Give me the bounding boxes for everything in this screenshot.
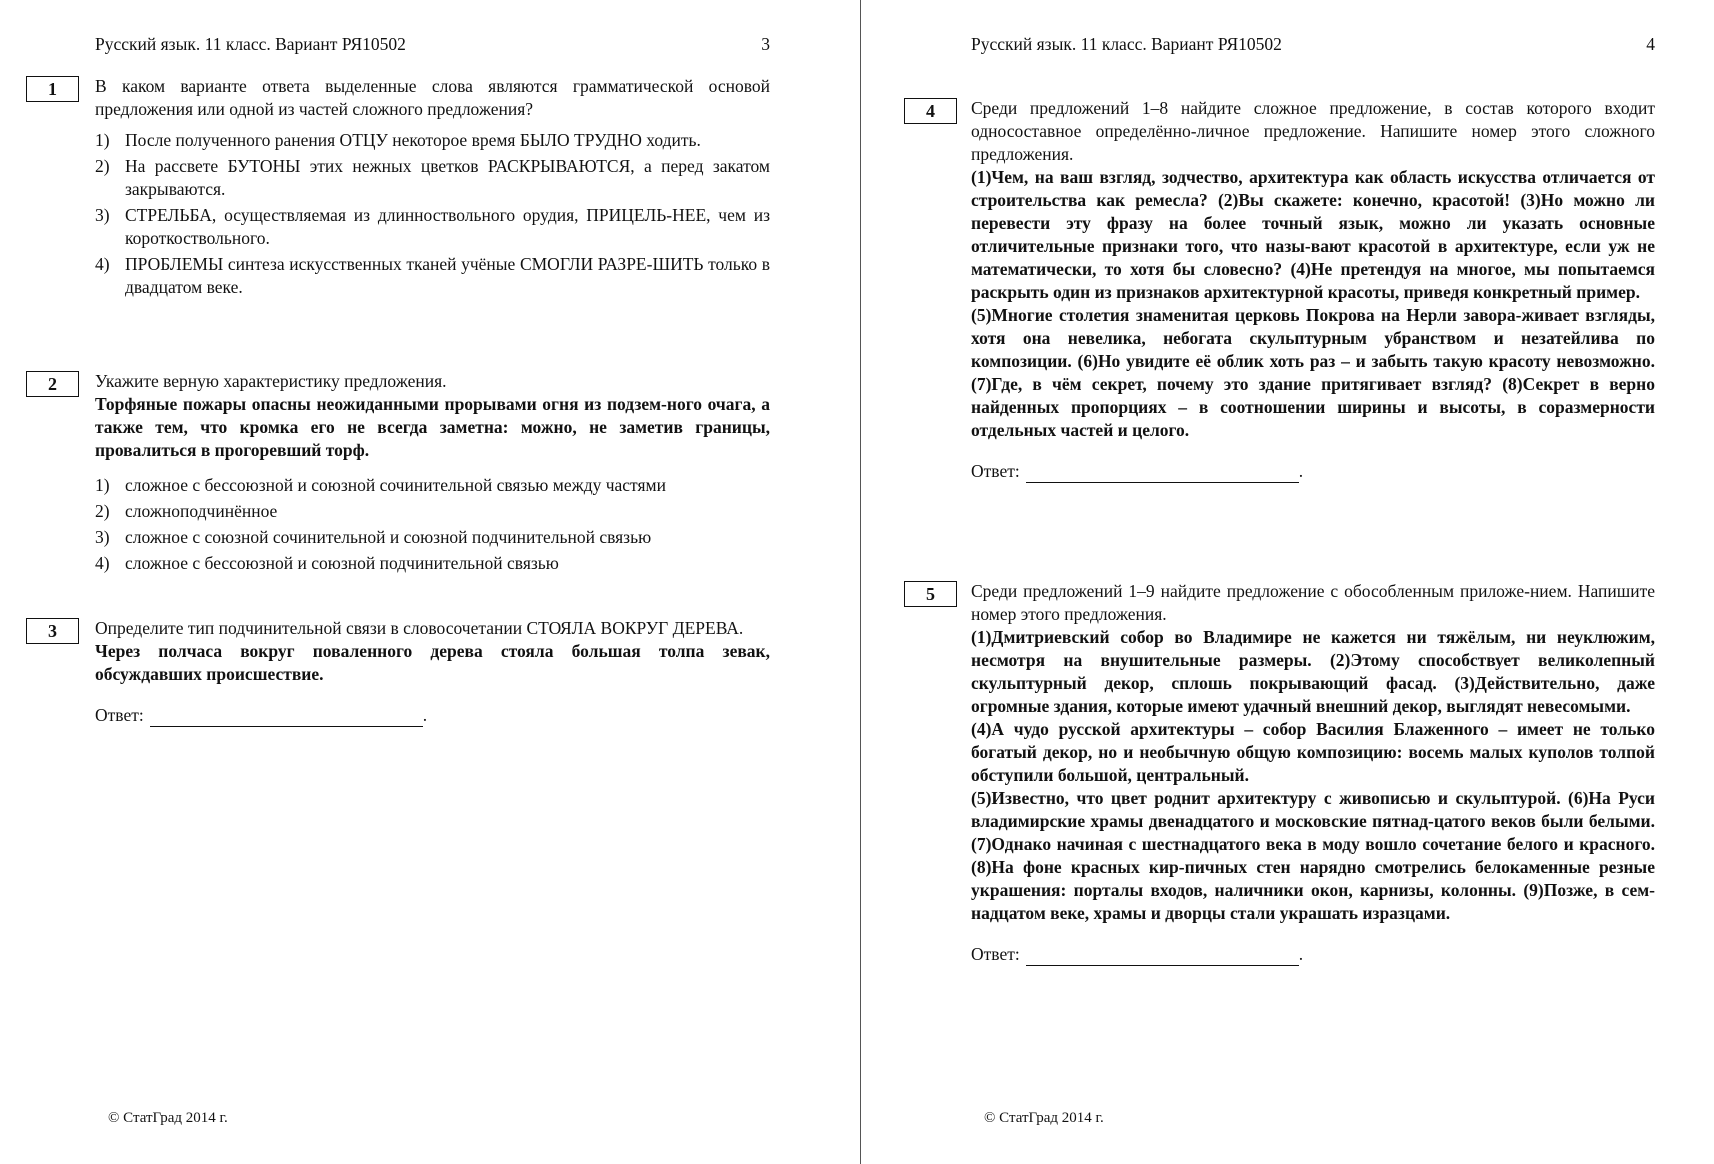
- right-page: [862, 0, 1714, 1164]
- option-text: сложноподчинённое: [125, 501, 278, 521]
- page-header: [95, 33, 770, 56]
- answer-line[interactable]: [150, 710, 423, 727]
- answer-end: .: [1298, 461, 1304, 481]
- task-number-box: 1: [26, 76, 79, 102]
- text-paragraph: (1)Чем, на ваш взгляд, зодчество, архитектура как область искусства отличается от строительства как ремесла? (2)Вы скажете: конечно, красотой! (3)Но можно ли перевести эту фразу на более точный язык, можно ли указать основные отличительные признаки того, что назы-вают красотой в архитектуре, если уж не математически, то хотя бы словесно? (4)Не претендуя на многое, мы попытаемся раскрыть один из признаков архитектурной красоты, приведя конкретный пример.: [971, 167, 1655, 302]
- option-number: 4): [95, 254, 110, 274]
- task-number-box: 5: [904, 581, 957, 607]
- task-question: Определите тип подчинительной связи в словосочетании СТОЯЛА ВОКРУГ ДЕРЕВА.: [95, 618, 744, 638]
- option-number: 3): [95, 527, 110, 547]
- task-1: [48, 75, 770, 302]
- options-list: [95, 129, 770, 299]
- answer-field[interactable]: [971, 460, 1655, 483]
- page-header: [971, 33, 1655, 56]
- option-item: [95, 253, 770, 299]
- page-number: 4: [1646, 34, 1655, 54]
- option-text: СТРЕЛЬБА, осуществляемая из длинноствольного орудия, ПРИЦЕЛЬ-НЕЕ, чем из короткоствольного.: [125, 205, 770, 248]
- option-number: 3): [95, 205, 110, 225]
- option-number: 2): [95, 501, 110, 521]
- answer-end: .: [422, 705, 428, 725]
- options-list: [95, 474, 770, 575]
- text-paragraph: (5)Известно, что цвет роднит архитектуру с живописью и скульптурой. (6)На Руси владимирские храмы двенадцатого и московские пятнад-цатого веков были белыми. (7)Однако начиная с шестнадцатого века в моду вошло сочетание белого и красного. (8)На фоне красных кир-пичных стен нарядно смотрелись белокаменные резные украшения: порталы входов, наличники окон, карнизы, колонны. (9)Позже, в сем-надцатом веке, храмы и дворцы стали украшать изразцами.: [971, 788, 1655, 923]
- task-number-box: 3: [26, 618, 79, 644]
- text-paragraph: (1)Дмитриевский собор во Владимире не кажется ни тяжёлым, ни неуклюжим, несмотря на внушительные размеры. (2)Этому способствует великолепный скульптурный декор, сплошь покрывающий фасад. (3)Действительно, даже огромные здания, которые имеют удачный внешний декор, выглядят невесомыми.: [971, 627, 1655, 716]
- option-item: [95, 526, 770, 549]
- task-number-box: 2: [26, 371, 79, 397]
- answer-label: Ответ:: [95, 705, 144, 725]
- answer-label: Ответ:: [971, 461, 1020, 481]
- text-paragraph: (4)А чудо русской архитектуры – собор Василия Блаженного – имеет не только богатый декор, но и необычную общую композицию: восемь малых куполов толпой обступили большой, центральный.: [971, 719, 1655, 785]
- option-item: [95, 204, 770, 250]
- page-number: 3: [761, 34, 770, 54]
- option-item: [95, 552, 770, 575]
- answer-line[interactable]: [1026, 949, 1299, 966]
- task-number-box: 4: [904, 98, 957, 124]
- option-text: сложное с бессоюзной и союзной сочинительной связью между частями: [125, 475, 666, 495]
- task-text: Через полчаса вокруг поваленного дерева стояла большая толпа зевак, обсуждавших происшествие.: [95, 641, 770, 684]
- option-number: 4): [95, 553, 110, 573]
- answer-label: Ответ:: [971, 944, 1020, 964]
- answer-end: .: [1298, 944, 1304, 964]
- answer-field[interactable]: [95, 704, 770, 727]
- task-question: В каком варианте ответа выделенные слова являются грамматической основой предложения или одной из частей сложного предложения?: [95, 76, 770, 119]
- header-title: Русский язык. 11 класс. Вариант РЯ10502: [95, 34, 406, 54]
- option-item: [95, 155, 770, 201]
- text-paragraph: (5)Многие столетия знаменитая церковь Покрова на Нерли завора-живает взгляды, хотя она невелика, небогата скульптурным убранством и незатейлива по композиции. (6)Но увидите её облик хоть раз – и забыть такую красоту невозможно. (7)Где, в чём секрет, почему это здание притягивает взгляд? (8)Секрет в верно найденных пропорциях – в соотношении ширины и высоты, в соразмерности отдельных частей и целого.: [971, 305, 1655, 440]
- task-3: [48, 617, 770, 727]
- option-text: После полученного ранения ОТЦУ некоторое время БЫЛО ТРУДНО ходить.: [125, 130, 701, 150]
- option-item: [95, 500, 770, 523]
- option-item: [95, 129, 770, 152]
- option-text: сложное с союзной сочинительной и союзной подчинительной связью: [125, 527, 652, 547]
- page-footer: © СтатГрад 2014 г.: [108, 1110, 228, 1126]
- task-2: [48, 370, 770, 578]
- answer-field[interactable]: [971, 943, 1655, 966]
- task-text: Торфяные пожары опасны неожиданными прорывами огня из подзем-ного очага, а также тем, что кромка его не всегда заметна: можно, не заметив границы, провалиться в прогоревший торф.: [95, 394, 770, 460]
- option-number: 2): [95, 156, 110, 176]
- option-text: ПРОБЛЕМЫ синтеза искусственных тканей учёные СМОГЛИ РАЗРЕ-ШИТЬ только в двадцатом веке.: [125, 254, 770, 297]
- task-5: [926, 580, 1655, 966]
- task-question: Среди предложений 1–9 найдите предложение с обособленным приложе-нием. Напишите номер этого предложения.: [971, 581, 1655, 624]
- answer-line[interactable]: [1026, 466, 1299, 483]
- option-number: 1): [95, 475, 110, 495]
- page-divider: [860, 0, 861, 1164]
- task-question: Среди предложений 1–8 найдите сложное предложение, в состав которого входит односоставное определённо-личное предложение. Напишите номер этого сложного предложения.: [971, 98, 1655, 164]
- header-title: Русский язык. 11 класс. Вариант РЯ10502: [971, 34, 1282, 54]
- task-question: Укажите верную характеристику предложения.: [95, 371, 447, 391]
- task-4: [926, 97, 1655, 483]
- option-item: [95, 474, 770, 497]
- option-number: 1): [95, 130, 110, 150]
- option-text: На рассвете БУТОНЫ этих нежных цветков РАСКРЫВАЮТСЯ, а перед закатом закрываются.: [125, 156, 770, 199]
- option-text: сложное с бессоюзной и союзной подчинительной связью: [125, 553, 559, 573]
- page-footer: © СтатГрад 2014 г.: [984, 1110, 1104, 1126]
